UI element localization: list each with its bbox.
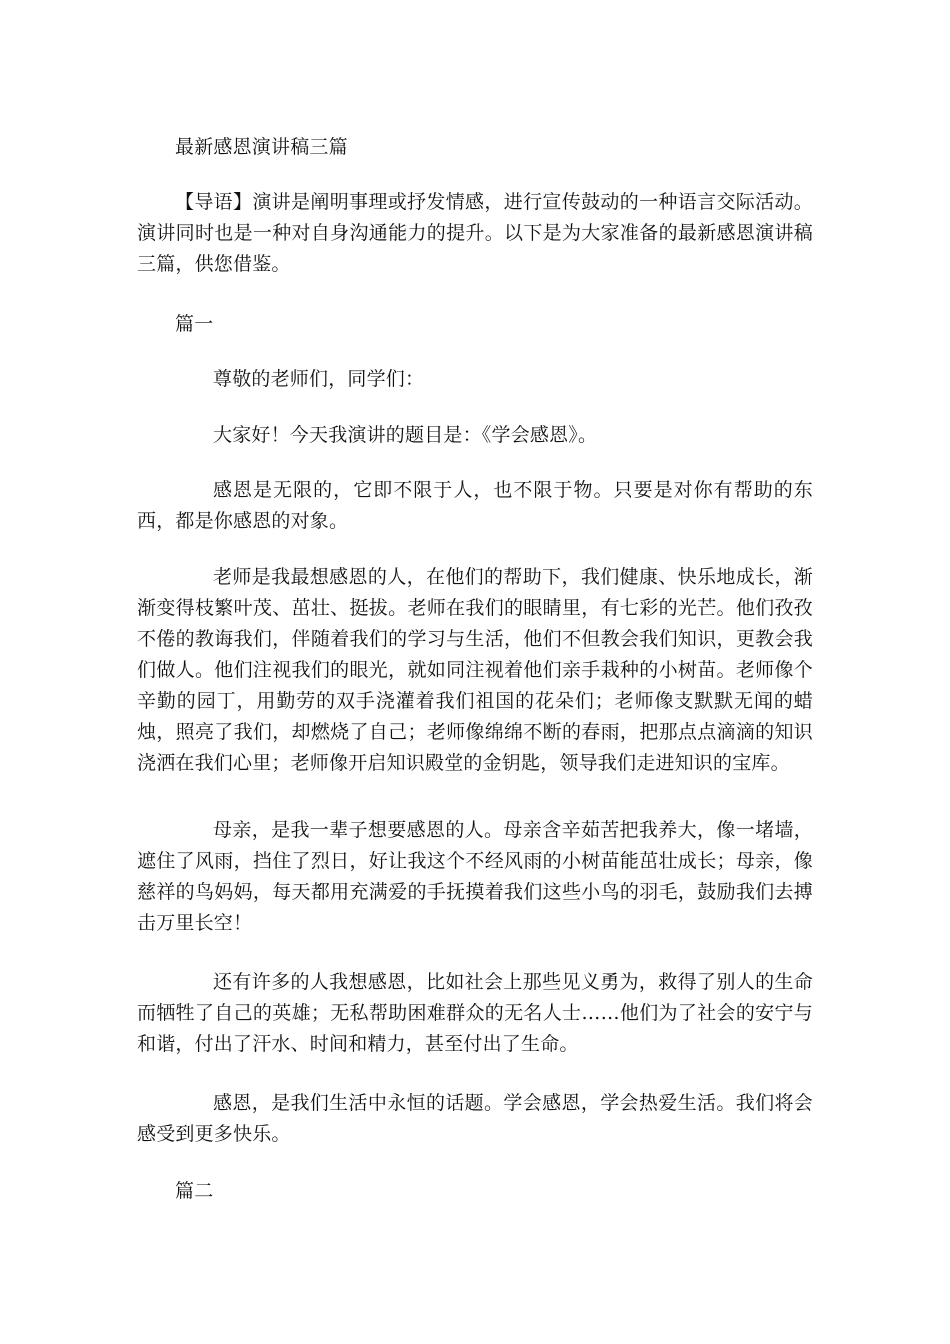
body-paragraph: 感恩，是我们生活中永恒的话题。学会感恩，学会热爱生活。我们将会感受到更多快乐。 — [137, 1092, 813, 1145]
section-heading-1: 篇一 — [175, 313, 214, 335]
intro-paragraph: 【导语】演讲是阐明事理或抒发情感，进行宣传鼓动的一种语言交际活动。演讲同时也是一种对自身沟通能力的提升。以下是为大家准备的最新感恩演讲稿三篇，供您借鉴。 — [137, 191, 813, 275]
section-heading-2: 篇二 — [175, 1180, 214, 1202]
body-paragraph: 母亲，是我一辈子想要感恩的人。母亲含辛茹苦把我养大，像一堵墙，遮住了风雨，挡住了烈日，好让我这个不经风雨的小树苗能茁壮成长；母亲，像慈祥的鸟妈妈，每天都用充满爱的手抚摸着我们这些小鸟的羽毛，鼓励我们去搏击万里长空！ — [137, 819, 813, 934]
salutation: 尊敬的老师们，同学们： — [213, 368, 425, 390]
greeting-paragraph: 大家好！今天我演讲的题目是：《学会感恩》。 — [213, 424, 598, 446]
body-paragraph: 还有许多的人我想感恩，比如社会上那些见义勇为，救得了别人的生命而牺牲了自己的英雄；无私帮助困难群众的无名人士……他们为了社会的安宁与和谐，付出了汗水、时间和精力，甚至付出了生命。 — [137, 971, 813, 1055]
document-title: 最新感恩演讲稿三篇 — [175, 136, 348, 158]
body-paragraph: 感恩是无限的，它即不限于人，也不限于物。只要是对你有帮助的东西，都是你感恩的对象。 — [137, 479, 813, 532]
body-paragraph: 老师是我最想感恩的人，在他们的帮助下，我们健康、快乐地成长，渐渐变得枝繁叶茂、茁壮、挺拔。老师在我们的眼睛里，有七彩的光芒。他们孜孜不倦的教诲我们，伴随着我们的学习与生活，他们不但教会我们知识，更教会我们做人。他们注视我们的眼光，就如同注视着他们亲手栽种的小树苗。老师像个辛勤的园丁，用勤劳的双手浇灌着我们祖国的花朵们；老师像支默默无闻的蜡烛，照亮了我们，却燃烧了自己；老师像绵绵不断的春雨，把那点点滴滴的知识浇洒在我们心里；老师像开启知识殿堂的金钥匙，领导我们走进知识的宝库。 — [137, 566, 813, 774]
